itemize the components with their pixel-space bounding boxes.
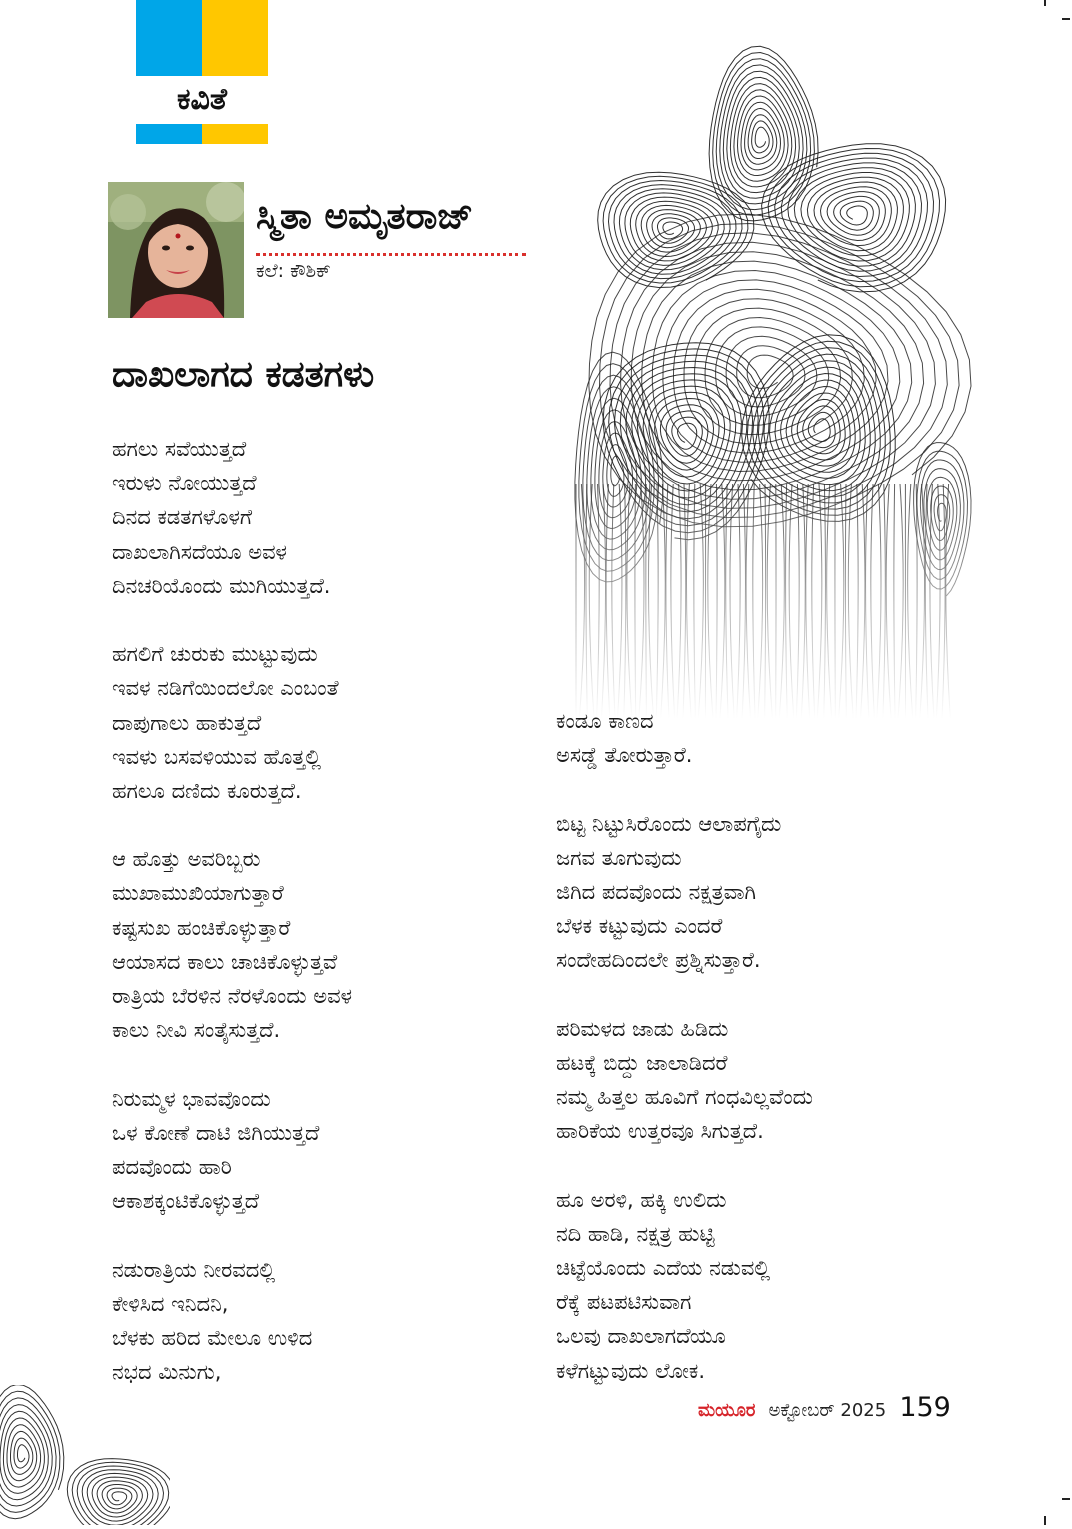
poem-line: ರೆಕ್ಕೆ ಪಟಪಟಿಸುವಾಗ [556, 1290, 692, 1315]
poem-column-right [556, 704, 813, 1388]
poem-line: ಇರುಳು ನೋಯುತ್ತದೆ [112, 471, 257, 496]
poem-line: ದಾಪುಗಾಲು ಹಾಕುತ್ತದೆ [112, 710, 262, 735]
poem-line: ಹೂ ಅರಳಿ, ಹಕ್ಕಿ ಉಲಿದು [556, 1187, 727, 1212]
crop-mark [1062, 18, 1070, 20]
stanza-break [556, 1148, 813, 1182]
author-divider [256, 253, 526, 256]
author-photo [108, 182, 244, 318]
poem-line: ಕಾಲು ನೀವಿ ಸಂತೈಸುತ್ತದೆ. [112, 1018, 281, 1043]
poem-line: ಕಂಡೂ ಕಾಣದ [556, 709, 654, 733]
poem-line: ಹಾರಿಕೆಯ ಉತ್ತರವೂ ಸಿಗುತ್ತದೆ. [556, 1119, 764, 1144]
stanza-break [112, 603, 352, 637]
art-credit: ಕಲೆ: ಕೌಶಿಕ್ [256, 260, 331, 282]
poem-line: ದಾಖಲಾಗಿಸದೆಯೂ ಅವಳ [112, 539, 287, 564]
poem-line: ಹಟಕ್ಕೆ ಬಿದ್ದು ಜಾಲಾಡಿದರೆ [556, 1050, 728, 1075]
poem-line: ನಡುರಾತ್ರಿಯ ನೀರವದಲ್ಲಿ [112, 1257, 276, 1282]
tag-blue-bar [136, 124, 202, 144]
poem-line: ಒಲವು ದಾಖಲಾಗದೆಯೂ [556, 1324, 726, 1349]
stanza-break [112, 1218, 352, 1252]
poem-line: ಇವಳು ಬಸವಳಿಯುವ ಹೊತ್ತಲ್ಲಿ [112, 744, 322, 769]
poem-line: ಜಗವ ತೂಗುವುದು [556, 845, 682, 870]
tag-yellow-bar [202, 124, 268, 144]
poem-line: ರಾತ್ರಿಯ ಬೆರಳಿನ ನೆರಳೊಂದು ಅವಳ [112, 984, 352, 1008]
crop-mark [1044, 1516, 1046, 1525]
poem-line: ಹಗಲು ಸವೆಯುತ್ತದೆ [112, 437, 247, 461]
poem-line: ಇವಳ ನಡಿಗೆಯಿಂದಲೋ ಎಂಬಂತೆ [112, 676, 339, 701]
magazine-name: ಮಯೂರ [698, 1400, 756, 1421]
tag-yellow-block [202, 0, 268, 76]
poem-line: ಸಂದೇಹದಿಂದಲೇ ಪ್ರಶ್ನಿಸುತ್ತಾರೆ. [556, 948, 761, 973]
poem-line: ಪರಿಮಳದ ಜಾಡು ಹಿಡಿದು [556, 1016, 729, 1041]
stanza-break [112, 808, 352, 842]
poem-line: ಆಯಾಸದ ಕಾಲು ಚಾಚಿಕೊಳ್ಳುತ್ತವೆ [112, 949, 338, 974]
poem-line: ನದಿ ಹಾಡಿ, ನಕ್ಷತ್ರ ಹುಟ್ಟಿ [556, 1221, 715, 1246]
poem-line: ನಭದ ಮಿನುಗು, [112, 1360, 222, 1385]
poem-line: ಹಗಲಿಗೆ ಚುರುಕು ಮುಟ್ಟುವುದು [112, 642, 318, 667]
poem-line: ಬೆಳಕ ಕಟ್ಟುವುದು ಎಂದರೆ [556, 914, 723, 939]
crop-mark [1062, 1498, 1070, 1500]
poem-line: ಪದವೊಂದು ಹಾರಿ [112, 1154, 232, 1179]
poem-line: ಚಿಟ್ಟೆಯೊಂದು ಎದೆಯ ನಡುವಲ್ಲಿ [556, 1256, 771, 1280]
crop-mark [1044, 0, 1046, 6]
tag-blue-block [136, 0, 202, 76]
stanza-break [556, 978, 813, 1012]
issue-date: ಅಕ್ಟೋಬರ್ 2025 [768, 1400, 887, 1421]
scribble-illustration [556, 44, 976, 754]
page-number: 159 [899, 1392, 951, 1423]
author-name: ಸ್ಮಿತಾ ಅಮೃತರಾಜ್ [256, 196, 474, 237]
poem-line: ದಿನಚರಿಯೊಂದು ಮುಗಿಯುತ್ತದೆ. [112, 573, 331, 598]
poem-line: ಕಷ್ಟಸುಖ ಹಂಚಿಕೊಳ್ಳುತ್ತಾರೆ [112, 915, 291, 940]
poem-line: ಬಿಟ್ಟ ನಿಟ್ಟುಸಿರೊಂದು ಆಲಾಪಗೈದು [556, 811, 782, 836]
poem-line: ಒಳ ಕೋಣೆ ದಾಟಿ ಜಿಗಿಯುತ್ತದೆ [112, 1120, 320, 1145]
poem-line: ಬೆಳಕು ಹರಿದ ಮೇಲೂ ಉಳಿದ [112, 1325, 313, 1350]
poem-line: ನಿರುಮ್ಮಳ ಭಾವವೊಂದು [112, 1086, 271, 1111]
stanza-break [556, 772, 813, 806]
poem-line: ಆ ಹೊತ್ತು ಅವರಿಬ್ಬರು [112, 847, 261, 872]
stanza-break [112, 1047, 352, 1081]
poem-line: ಅಸಡ್ಡೆ ತೋರುತ್ತಾರೆ. [556, 743, 693, 768]
poem-line: ಕಳೆಗಟ್ಟುವುದು ಲೋಕ. [556, 1358, 706, 1383]
poem-title: ದಾಖಲಾಗದ ಕಡತಗಳು [112, 354, 375, 395]
poem-column-left [112, 432, 352, 1389]
poem-line: ಆಕಾಶಕ್ಕಂಟಿಕೊಳ್ಳುತ್ತದೆ [112, 1189, 260, 1214]
corner-scribble-decoration [0, 1385, 170, 1525]
section-label: ಕವಿತೆ [177, 82, 227, 117]
section-tag [136, 0, 268, 146]
poem-line: ಹಗಲೂ ದಣಿದು ಕೂರುತ್ತದೆ. [112, 778, 302, 803]
poem-line: ನಮ್ಮ ಹಿತ್ತಲ ಹೂವಿಗೆ ಗಂಧವಿಲ್ಲವೆಂದು [556, 1085, 813, 1110]
poem-line: ದಿನದ ಕಡತಗಳೊಳಗೆ [112, 505, 253, 530]
poem-line: ಕೇಳಿಸಿದ ಇನಿದನಿ, [112, 1291, 229, 1316]
poem-line: ಮುಖಾಮುಖಿಯಾಗುತ್ತಾರೆ [112, 881, 284, 906]
poem-line: ಜಿಗಿದ ಪದವೊಂದು ನಕ್ಷತ್ರವಾಗಿ [556, 879, 757, 904]
page-footer [698, 1392, 951, 1423]
